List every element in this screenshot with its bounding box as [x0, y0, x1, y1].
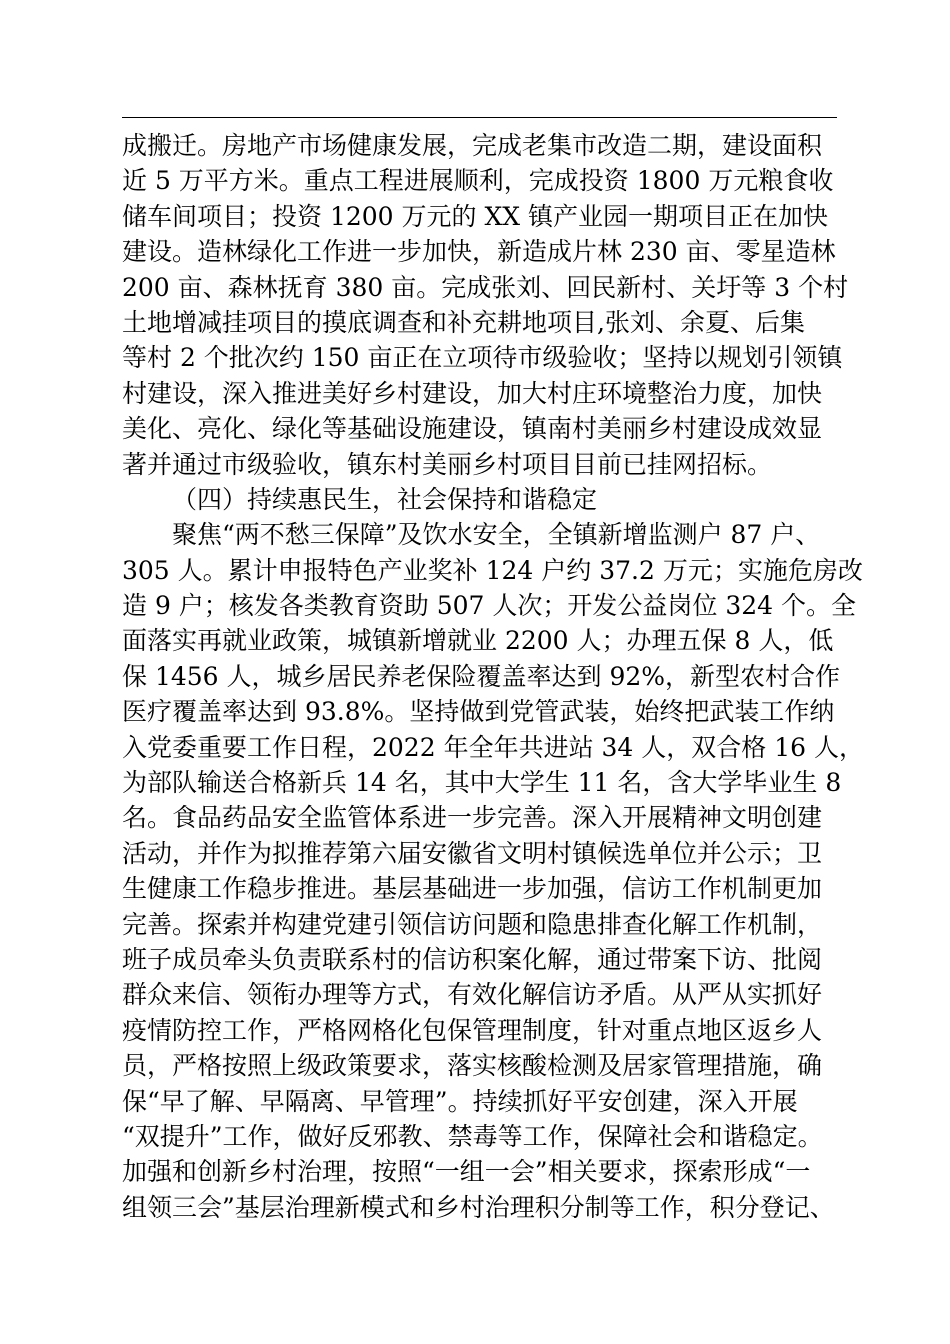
paragraph-line: 305 人。累计申报特色产业奖补 124 户约 37.2 万元；实施危房改 — [122, 555, 863, 585]
paragraph-line: 土地增减挂项目的摸底调查和补充耕地项目,张刘、余夏、后集 — [122, 307, 805, 337]
paragraph-line: 等村 2 个批次约 150 亩正在立项待市级验收；坚持以规划引领镇 — [122, 343, 843, 373]
paragraph-line: 著并通过市级验收，镇东村美丽乡村项目目前已挂网招标。 — [122, 449, 773, 479]
paragraph-line: 保“早了解、早隔离、早管理”。持续抓好平安创建，深入开展 — [122, 1086, 798, 1116]
paragraph-line: 员，严格按照上级政策要求，落实核酸检测及居家管理措施，确 — [122, 1051, 823, 1081]
paragraph-line: 保 1456 人，城乡居民养老保险覆盖率达到 92%，新型农村合作 — [122, 661, 841, 691]
paragraph-line: “双提升”工作，做好反邪教、禁毒等工作，保障社会和谐稳定。 — [122, 1121, 823, 1151]
paragraph-line: 200 亩、森林抚育 380 亩。完成张刘、回民新村、关圩等 3 个村 — [122, 272, 849, 302]
paragraph-line: 成搬迁。房地产市场健康发展，完成老集市改造二期，建设面积 — [122, 131, 823, 160]
paragraph-line: 班子成员牵头负责联系村的信访积案化解，通过带案下访、批阅 — [122, 944, 823, 974]
paragraph-line: 群众来信、领衔办理等方式，有效化解信访矛盾。从严从实抓好 — [122, 980, 823, 1010]
paragraph-line: 名。食品药品安全监管体系进一步完善。深入开展精神文明创建 — [122, 803, 823, 833]
paragraph-line: 村建设，深入推进美好乡村建设，加大村庄环境整治力度，加快 — [122, 378, 823, 408]
paragraph-line: 为部队输送合格新兵 14 名，其中大学生 11 名，含大学毕业生 8 — [122, 768, 842, 798]
header-rule — [122, 117, 837, 118]
paragraph-line: 加强和创新乡村治理，按照“一组一会”相关要求，探索形成“一 — [122, 1157, 811, 1187]
paragraph-line: 美化、亮化、绿化等基础设施建设，镇南村美丽乡村建设成效显 — [122, 414, 823, 444]
document-body — [122, 128, 864, 1225]
paragraph-line: 聚焦“两不愁三保障”及饮水安全，全镇新增监测户 87 户、 — [172, 520, 821, 550]
paragraph-line: 生健康工作稳步推进。基层基础进一步加强，信访工作机制更加 — [122, 874, 823, 904]
paragraph-line: 面落实再就业政策，城镇新增就业 2200 人；办理五保 8 人，低 — [122, 626, 834, 656]
paragraph-line: 完善。探索并构建党建引领信访问题和隐患排查化解工作机制， — [122, 909, 823, 939]
paragraph-line: 疫情防控工作，严格网格化包保管理制度，针对重点地区返乡人 — [122, 1015, 823, 1045]
section-heading: （四）持续惠民生，社会保持和谐稳定 — [172, 484, 598, 514]
paragraph-line: 医疗覆盖率达到 93.8%。坚持做到党管武装，始终把武装工作纳 — [122, 697, 835, 727]
paragraph-line: 近 5 万平方米。重点工程进展顺利，完成投资 1800 万元粮食收 — [122, 166, 834, 196]
paragraph-line: 活动，并作为拟推荐第六届安徽省文明村镇候选单位并公示；卫 — [122, 838, 823, 868]
paragraph-line: 造 9 户；核发各类教育资助 507 人次；开发公益岗位 324 个。全 — [122, 591, 857, 621]
paragraph-line: 入党委重要工作日程，2022 年全年共进站 34 人，双合格 16 人， — [122, 732, 864, 762]
paragraph-line: 建设。造林绿化工作进一步加快，新造成片林 230 亩、零星造林 — [122, 237, 836, 267]
paragraph-line: 组领三会”基层治理新模式和乡村治理积分制等工作，积分登记、 — [122, 1192, 835, 1222]
paragraph-line: 储车间项目；投资 1200 万元的 XX 镇产业园一期项目正在加快 — [122, 201, 829, 231]
